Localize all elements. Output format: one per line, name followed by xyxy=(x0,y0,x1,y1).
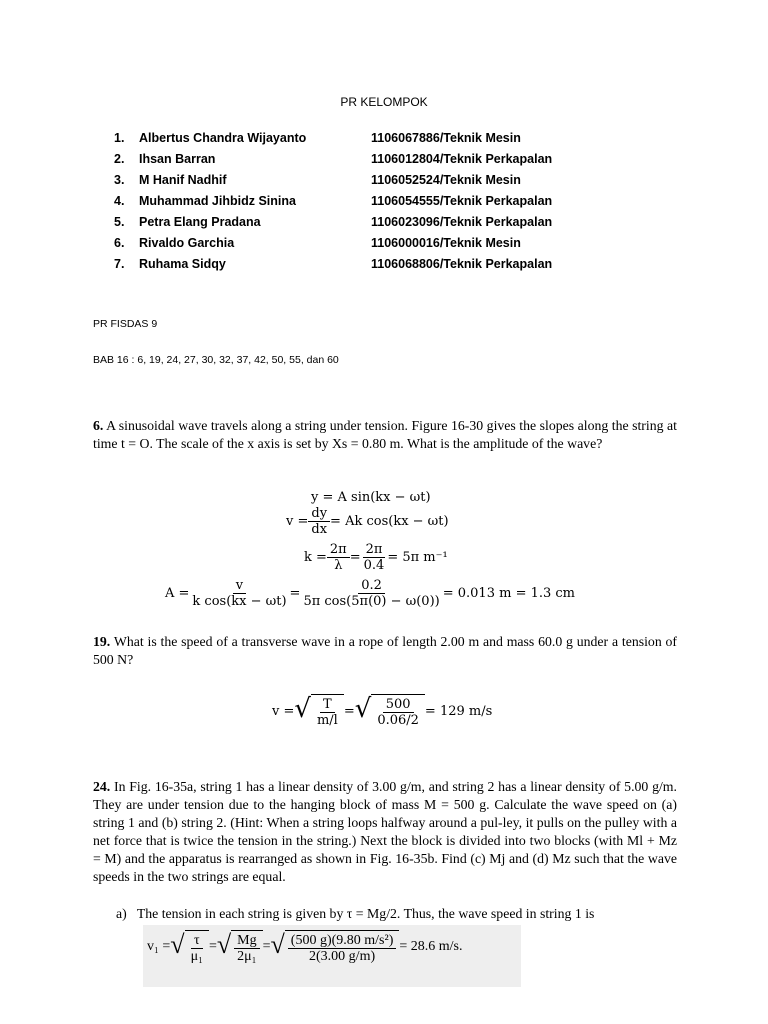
equation-wave-speed: v = √ $\frac{T}{m/l}$ = √ $\frac{500}{0.06/2}$ = 129 m/s xyxy=(272,694,493,728)
fraction: $\frac{v}{\text{k cos(kx − ωt)}}$ xyxy=(192,578,287,609)
question-text: What is the speed of a transverse wave in a rope of length 2.00 m and mass 60.0 g under a tension of 500 N? xyxy=(93,634,678,667)
fraction: $\frac{0.2}{\text{5π cos(5π(0) − ω(0))}}$ xyxy=(303,578,440,609)
question-text: In Fig. 16-35a, string 1 has a linear density of 3.00 g/m, and string 2 has a linear density of 5.00 g/m. They are under tension due to the hanging block of mass M = 500 g. Calculate the wave speed on (a) string 1 and (b) string 2. (Hint: When a string loops halfway around a pul-ley, it pulls on the pulley with a net force that is twice the tension in the string.) Next the block is divided into two blocks (with Ml + Mz = M) and the apparatus is rearranged as shown in Fig. 16-35b. Find (c) Mj and (d) Mz such that the wave speeds in the two strings are equal. xyxy=(93,779,677,884)
fraction: $\frac{2\pi}{\lambda}$ xyxy=(327,542,350,573)
member-name: M Hanif Nadhif xyxy=(139,172,227,187)
square-root: √ $\frac{\text{(500 g)(9.80 m/s²)}}{2(3.00 g/m)}$ xyxy=(271,930,400,964)
member-id: 1106068806/Teknik Perkapalan xyxy=(371,256,553,271)
member-name: Rivaldo Garchia xyxy=(139,235,235,250)
member-name: Ihsan Barran xyxy=(139,151,216,166)
equation-wave: y = A sin(kx − ωt) xyxy=(311,490,431,505)
member-id: 1106023096/Teknik Perkapalan xyxy=(371,214,553,229)
question-number: 6. xyxy=(93,418,104,433)
list-item: 6. Rivaldo Garchia 1106000016/Teknik Mesin xyxy=(114,235,521,250)
page-title: PR KELOMPOK xyxy=(340,95,428,109)
question-number: 19. xyxy=(93,634,111,649)
square-root: √ $\frac{T}{m/l}$ xyxy=(294,694,343,728)
member-id: 1106067886/Teknik Mesin xyxy=(371,130,521,145)
square-root: √ $\frac{500}{0.06/2}$ xyxy=(355,694,425,728)
member-id: 1106000016/Teknik Mesin xyxy=(371,235,521,250)
fraction: $\frac{\tau}{\text{μ₁}}$ xyxy=(190,933,203,964)
fraction: $\frac{500}{0.06/2}$ xyxy=(377,697,419,728)
list-item: 1. Albertus Chandra Wijayanto 1106067886/Teknik Mesin xyxy=(114,130,521,145)
list-item: 3. M Hanif Nadhif 1106052524/Teknik Mesin xyxy=(114,172,521,187)
fraction: $\frac{\text{(500 g)(9.80 m/s²)}}{2(3.00 g/m)}$ xyxy=(288,933,397,964)
fraction: $\frac{T}{m/l}$ xyxy=(316,697,338,728)
list-item: 2. Ihsan Barran 1106012804/Teknik Perkapalan xyxy=(114,151,553,166)
equation-amplitude: A = $\frac{v}{\text{k cos(kx − ωt)}}$ = $\frac{0.2}{\text{5π cos(5π(0) − ω(0))}}$ = 0.013 m = 1.3 cm xyxy=(165,578,576,609)
equation-wavenumber: k = $\frac{2\pi}{\lambda}$ = $\frac{2\pi}{0.4}$ = 5π m⁻¹ xyxy=(304,542,448,573)
list-item: 4. Muhammad Jihbidz Sinina 1106054555/Teknik Perkapalan xyxy=(114,193,553,208)
question-text: A sinusoidal wave travels along a string under tension. Figure 16-30 gives the slopes along the string at time t = O. The scale of the x axis is set by Xs = 0.80 m. What is the amplitude of the wave? xyxy=(93,418,677,451)
fraction: $\frac{Mg}{\text{2μ₁}}$ xyxy=(234,933,259,964)
question-24 xyxy=(93,778,677,886)
list-item: 5. Petra Elang Pradana 1106023096/Teknik Perkapalan xyxy=(114,214,553,229)
part-a: a) The tension in each string is given by τ = Mg/2. Thus, the wave speed in string 1 is xyxy=(116,906,595,921)
fraction: $\frac{dy}{dx}$ xyxy=(308,506,330,537)
member-id: 1106012804/Teknik Perkapalan xyxy=(371,151,553,166)
member-id: 1106052524/Teknik Mesin xyxy=(371,172,521,187)
member-name: Muhammad Jihbidz Sinina xyxy=(139,193,296,208)
square-root: √ $\frac{\tau}{\text{μ₁}}$ xyxy=(170,930,209,964)
member-id: 1106054555/Teknik Perkapalan xyxy=(371,193,553,208)
member-list xyxy=(114,127,614,274)
chapter-label: BAB 16 : 6, 19, 24, 27, 30, 32, 37, 42, 50, 55, dan 60 xyxy=(93,354,339,366)
list-item: 7. Ruhama Sidqy 1106068806/Teknik Perkapalan xyxy=(114,256,553,271)
member-name: Ruhama Sidqy xyxy=(139,256,226,271)
equation-velocity: v = $\frac{dy}{dx}$ = Ak cos(kx − ωt) xyxy=(286,506,449,537)
member-name: Albertus Chandra Wijayanto xyxy=(139,130,307,145)
course-label: PR FISDAS 9 xyxy=(93,318,158,330)
fraction: $\frac{2\pi}{0.4}$ xyxy=(363,542,385,573)
square-root: √ $\frac{Mg}{\text{2μ₁}}$ xyxy=(217,930,263,964)
question-19 xyxy=(93,633,677,669)
question-6 xyxy=(93,417,677,453)
equation-string-speed: v₁ = √ $\frac{\tau}{\text{μ₁}}$ = √ $\frac{Mg}{\text{2μ₁}}$ = √ $\frac{\text{(500 g)(9.80 m/s²)}}{2(3.00 g/m)}$ = 28.6 m/s. xyxy=(147,930,463,964)
question-number: 24. xyxy=(93,779,111,794)
member-name: Petra Elang Pradana xyxy=(139,214,261,229)
